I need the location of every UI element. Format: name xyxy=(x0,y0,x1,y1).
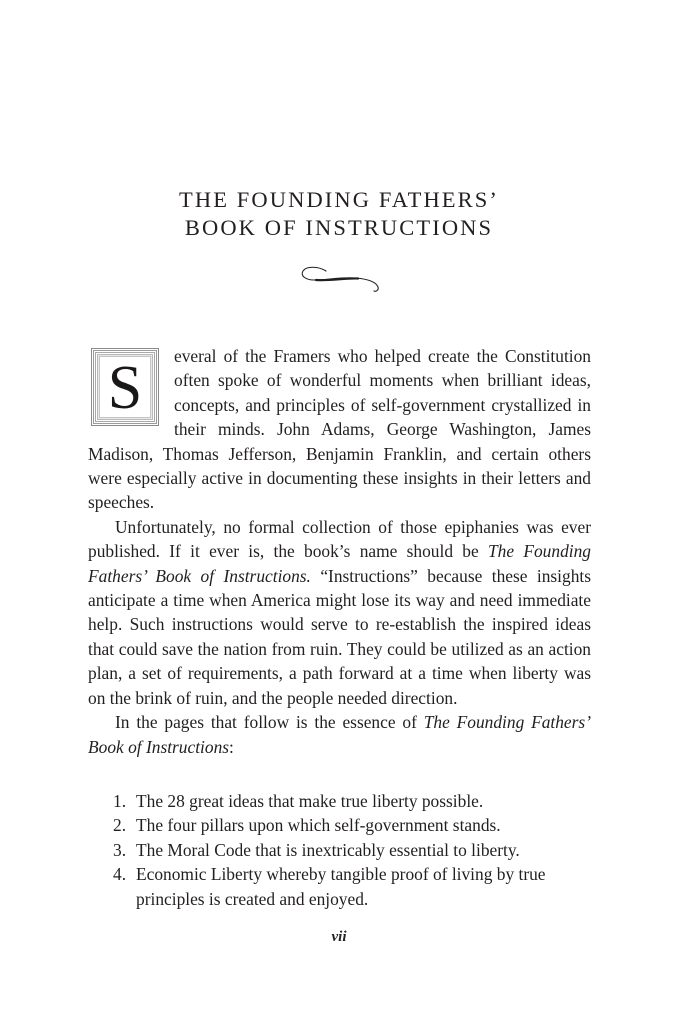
list-item-text: The Moral Code that is inextricably essential to liberty. xyxy=(136,839,520,860)
drop-cap-letter: S xyxy=(107,354,143,422)
paragraph-2 xyxy=(88,515,591,710)
list-item xyxy=(113,838,573,862)
list-item-text: The four pillars upon which self-government stands. xyxy=(136,815,501,836)
flourish-ornament-icon xyxy=(296,262,386,294)
list-item-number: 4. xyxy=(113,864,127,885)
list-item-text: Economic Liberty whereby tangible proof of living by true principles is created and enjoyed. xyxy=(136,864,546,909)
paragraph-2-book-title: The Founding Fathers’ Book of Instructions. xyxy=(88,541,591,586)
list-item xyxy=(113,813,573,837)
list-item xyxy=(113,862,573,911)
paragraph-1 xyxy=(88,344,591,515)
body-text xyxy=(88,344,591,759)
paragraph-3-book-title: The Founding Fathers’ Book of Instructions xyxy=(88,712,591,757)
paragraph-3 xyxy=(88,710,591,759)
paragraph-2-text-b: “Instructions” because these insights anticipate a time when America might lose its way and need immediate help. Such instructions would serve to re-establish the inspired ideas that could save the nation from ruin. They could be utilized as an action plan, a set of requirements, a path forward at a time when liberty was on the brink of ruin, and the people needed direction. xyxy=(88,565,591,708)
paragraph-1-text: everal of the Framers who helped create the Constitution often spoke of wonderful moments when brilliant ideas, concepts, and principles of self-government crystallized in their minds. John Adams, George Washington, James Madison, Thomas Jefferson, Benjamin Franklin, and certain others were especially active in documenting these insights in their letters and speeches. xyxy=(88,346,591,513)
list-item-number: 3. xyxy=(113,839,127,860)
numbered-list xyxy=(113,789,573,911)
drop-cap-frame xyxy=(91,348,159,426)
paragraph-2-text-a: Unfortunately, no formal collection of those epiphanies was ever published. If it ever is, the book’s name should be xyxy=(88,516,591,562)
paragraph-3-text-a: In the pages that follow is the essence of xyxy=(115,712,424,733)
page-number: vii xyxy=(331,929,347,945)
chapter-title xyxy=(0,186,678,242)
paragraph-3-text-b: : xyxy=(229,736,234,757)
chapter-title-line-1: THE FOUNDING FATHERS’ xyxy=(179,187,499,212)
chapter-title-line-2: BOOK OF INSTRUCTIONS xyxy=(184,215,494,240)
list-item-number: 1. xyxy=(113,791,127,811)
list-item-number: 2. xyxy=(113,815,127,836)
list-item-text: The 28 great ideas that make true liberty possible. xyxy=(136,791,484,811)
list-item xyxy=(113,789,573,813)
